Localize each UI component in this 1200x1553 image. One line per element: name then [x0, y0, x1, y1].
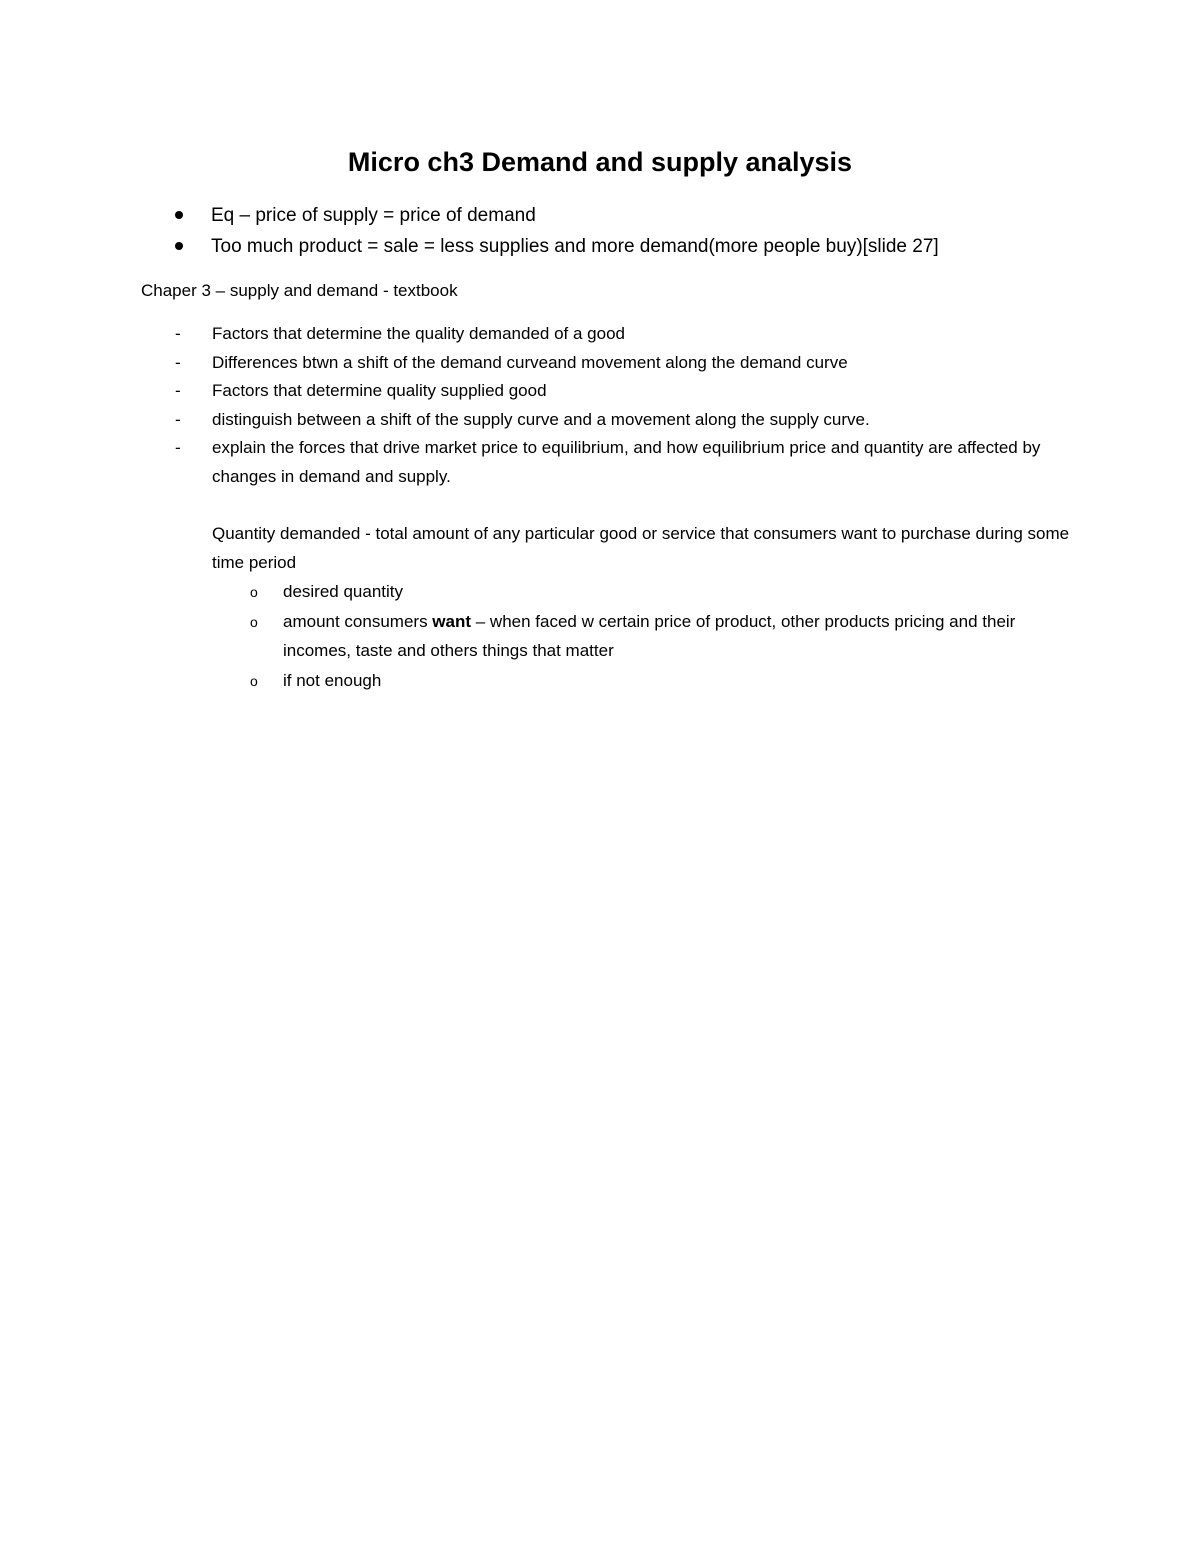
objective-item [174, 349, 1074, 378]
objective-text: Factors that determine quality supplied good [212, 381, 547, 400]
bullet-item [172, 231, 939, 262]
sub-list [250, 577, 1050, 695]
dash-marker: - [175, 381, 181, 400]
objective-item [174, 406, 1074, 435]
objective-item [174, 320, 1074, 349]
sub-item-text: desired quantity [283, 582, 404, 601]
objective-item [174, 434, 1074, 491]
circle-marker: o [250, 672, 258, 689]
document-title: Micro ch3 Demand and supply analysis [347, 147, 853, 177]
bullet-dot-icon [175, 211, 183, 219]
dash-marker: - [175, 352, 181, 372]
objective-text: explain the forces that drive market price to equilibrium, and how equilibrium price and quantity are affected by changes in demand and supply. [212, 438, 1041, 486]
objective-text: Differences btwn a shift of the demand curveand movement along the demand curve [212, 352, 848, 372]
bullet-text: Too much product = sale = less supplies and more demand(more people buy)[slide 27] [211, 236, 939, 257]
bullet-dot-icon [175, 242, 183, 250]
chapter-heading: Chaper 3 – supply and demand - textbook [141, 281, 458, 300]
circle-marker: o [250, 584, 258, 600]
dash-marker: - [175, 324, 181, 343]
bullet-item [172, 200, 939, 231]
sub-item [250, 577, 1050, 607]
objective-text: Factors that determine the quality demanded of a good [212, 324, 625, 343]
dash-marker: - [175, 409, 181, 429]
sub-item-text-end: – when faced w certain price of product, other products pricing and their incomes, taste and others things that matter [283, 611, 1016, 660]
emphasis-word: want [432, 611, 472, 631]
bullet-text: Eq – price of supply = price of demand [211, 205, 536, 226]
dash-marker: - [175, 438, 181, 457]
sub-item [250, 607, 1050, 666]
sub-item-text-start: amount consumers [283, 611, 433, 631]
bullet-list [172, 200, 939, 262]
definition-paragraph: Quantity demanded - total amount of any particular good or service that consumers want to purchase during some time period [212, 524, 1070, 572]
sub-item [250, 666, 1050, 696]
objective-item [174, 377, 1074, 406]
objective-text: distinguish between a shift of the supply curve and a movement along the supply curve. [212, 409, 870, 429]
circle-marker: o [250, 613, 258, 630]
sub-item-text: if not enough [283, 670, 382, 690]
objectives-list [174, 320, 1074, 491]
